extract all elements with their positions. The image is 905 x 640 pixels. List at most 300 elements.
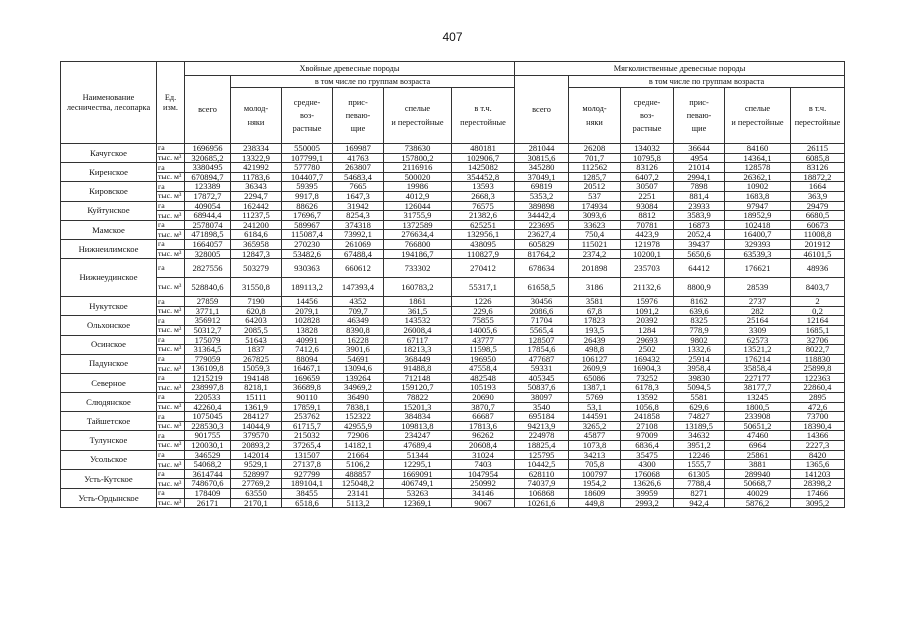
- value-cell: 34213: [569, 450, 621, 460]
- value-cell: 2993,2: [621, 498, 674, 508]
- value-cell: 477687: [515, 354, 569, 364]
- table-row: [61, 498, 845, 508]
- forestry-name: Усть-Кутское: [61, 469, 157, 488]
- unit-cell: тыс. м³: [157, 421, 185, 431]
- value-cell: 5565,4: [515, 325, 569, 335]
- value-cell: 705,8: [569, 460, 621, 470]
- table-row: [61, 421, 845, 431]
- value-cell: 3186: [569, 278, 621, 297]
- value-cell: 39959: [621, 489, 674, 499]
- value-cell: 20893,2: [231, 441, 282, 451]
- value-cell: 42260,4: [185, 402, 231, 412]
- value-cell: 261069: [333, 239, 384, 249]
- value-cell: 25914: [674, 354, 725, 364]
- value-cell: 480181: [452, 144, 515, 154]
- forestry-name: Усольское: [61, 450, 157, 469]
- value-cell: 125048,2: [333, 479, 384, 489]
- value-cell: 39437: [674, 239, 725, 249]
- value-cell: 17823: [569, 316, 621, 326]
- value-cell: 2895: [791, 393, 845, 403]
- value-cell: 13521,2: [725, 345, 791, 355]
- table-row: [61, 182, 845, 192]
- value-cell: 1332,6: [674, 345, 725, 355]
- value-cell: 50651,2: [725, 421, 791, 431]
- value-cell: 1365,6: [791, 460, 845, 470]
- value-cell: 68944,4: [185, 211, 231, 221]
- value-cell: 223695: [515, 220, 569, 230]
- value-cell: 449,8: [569, 498, 621, 508]
- value-cell: 1387,1: [569, 383, 621, 393]
- value-cell: 73700: [791, 412, 845, 422]
- value-cell: 88626: [282, 201, 333, 211]
- value-cell: 748670,6: [185, 479, 231, 489]
- value-cell: 660612: [333, 259, 384, 278]
- forestry-name: Киренское: [61, 163, 157, 182]
- table-row: [61, 191, 845, 201]
- value-cell: 472,6: [791, 402, 845, 412]
- value-cell: 10261,6: [515, 498, 569, 508]
- value-cell: 196950: [452, 354, 515, 364]
- value-cell: 13828: [282, 325, 333, 335]
- unit-cell: тыс. м³: [157, 153, 185, 163]
- value-cell: 5113,2: [333, 498, 384, 508]
- value-cell: 118830: [791, 354, 845, 364]
- value-cell: 63539,3: [725, 249, 791, 259]
- value-cell: 13094,6: [333, 364, 384, 374]
- value-cell: 189113,2: [282, 278, 333, 297]
- value-cell: 2294,7: [231, 191, 282, 201]
- value-cell: 106127: [569, 354, 621, 364]
- value-cell: 122363: [791, 373, 845, 383]
- value-cell: 2578074: [185, 220, 231, 230]
- value-cell: 37049,1: [515, 172, 569, 182]
- value-cell: 329393: [725, 239, 791, 249]
- value-cell: 31364,5: [185, 345, 231, 355]
- forestry-name: Куйтунское: [61, 201, 157, 220]
- unit-cell: тыс. м³: [157, 230, 185, 240]
- value-cell: 143532: [384, 316, 452, 326]
- value-cell: 629,6: [674, 402, 725, 412]
- unit-cell: га: [157, 335, 185, 345]
- value-cell: 3958,4: [674, 364, 725, 374]
- unit-cell: га: [157, 316, 185, 326]
- value-cell: 26208: [569, 144, 621, 154]
- value-cell: 64203: [231, 316, 282, 326]
- unit-cell: тыс. м³: [157, 364, 185, 374]
- value-cell: 34146: [452, 489, 515, 499]
- value-cell: 1056,8: [621, 402, 674, 412]
- value-cell: 8420: [791, 450, 845, 460]
- value-cell: 5106,2: [333, 460, 384, 470]
- value-cell: 27769,2: [231, 479, 282, 489]
- header-conifer: Хвойные древесные породы: [185, 62, 515, 76]
- value-cell: 141203: [791, 469, 845, 479]
- value-cell: 8162: [674, 297, 725, 307]
- value-cell: 132956,1: [452, 230, 515, 240]
- value-cell: 320685,2: [185, 153, 231, 163]
- value-cell: 1425082: [452, 163, 515, 173]
- table-row: [61, 325, 845, 335]
- value-cell: 528840,6: [185, 278, 231, 297]
- value-cell: 1800,5: [725, 402, 791, 412]
- value-cell: 289940: [725, 469, 791, 479]
- value-cell: 18872,2: [791, 172, 845, 182]
- value-cell: 30815,6: [515, 153, 569, 163]
- value-cell: 500020: [384, 172, 452, 182]
- unit-cell: га: [157, 220, 185, 230]
- value-cell: 31024: [452, 450, 515, 460]
- value-cell: 365958: [231, 239, 282, 249]
- value-cell: 55317,1: [452, 278, 515, 297]
- value-cell: 2085,5: [231, 325, 282, 335]
- value-cell: 74827: [674, 412, 725, 422]
- value-cell: 354452,8: [452, 172, 515, 182]
- table-row: [61, 354, 845, 364]
- unit-cell: тыс. м³: [157, 345, 185, 355]
- value-cell: 12847,3: [231, 249, 282, 259]
- header-unit: Ед. изм.: [157, 62, 185, 144]
- value-cell: 70781: [621, 220, 674, 230]
- header-conifer-middle: средне- воз- растные: [282, 88, 333, 144]
- value-cell: 67117: [384, 335, 452, 345]
- value-cell: 8403,7: [791, 278, 845, 297]
- value-cell: 550005: [282, 144, 333, 154]
- value-cell: 229,6: [452, 306, 515, 316]
- value-cell: 174934: [569, 201, 621, 211]
- value-cell: 1215219: [185, 373, 231, 383]
- value-cell: 157800,2: [384, 153, 452, 163]
- value-cell: 281044: [515, 144, 569, 154]
- value-cell: 126044: [384, 201, 452, 211]
- unit-cell: га: [157, 450, 185, 460]
- table-row: [61, 278, 845, 297]
- value-cell: 11783,6: [231, 172, 282, 182]
- value-cell: 176621: [725, 259, 791, 278]
- header-conifer-young: молод- няки: [231, 88, 282, 144]
- forestry-name: Мамское: [61, 220, 157, 239]
- value-cell: 20392: [621, 316, 674, 326]
- value-cell: 250992: [452, 479, 515, 489]
- value-cell: 121978: [621, 239, 674, 249]
- value-cell: 15201,3: [384, 402, 452, 412]
- unit-cell: тыс. м³: [157, 278, 185, 297]
- value-cell: 131507: [282, 450, 333, 460]
- value-cell: 12295,1: [384, 460, 452, 470]
- header-conifer-mature: спелые и перестойные: [384, 88, 452, 144]
- value-cell: 2827556: [185, 259, 231, 278]
- value-cell: 23627,4: [515, 230, 569, 240]
- value-cell: 54683,4: [333, 172, 384, 182]
- value-cell: 2052,4: [674, 230, 725, 240]
- value-cell: 14182,1: [333, 441, 384, 451]
- value-cell: 53,1: [569, 402, 621, 412]
- value-cell: 18213,3: [384, 345, 452, 355]
- unit-cell: тыс. м³: [157, 402, 185, 412]
- value-cell: 14044,9: [231, 421, 282, 431]
- value-cell: 709,7: [333, 306, 384, 316]
- value-cell: 29693: [621, 335, 674, 345]
- table-row: [61, 163, 845, 173]
- value-cell: 23933: [674, 201, 725, 211]
- forestry-name: Северное: [61, 373, 157, 392]
- value-cell: 110827,9: [452, 249, 515, 259]
- value-cell: 701,7: [569, 153, 621, 163]
- value-cell: 193,5: [569, 325, 621, 335]
- value-cell: 18952,9: [725, 211, 791, 221]
- unit-cell: тыс. м³: [157, 306, 185, 316]
- value-cell: 16873: [674, 220, 725, 230]
- table-row: [61, 144, 845, 154]
- unit-cell: га: [157, 393, 185, 403]
- value-cell: 284127: [231, 412, 282, 422]
- value-cell: 384834: [384, 412, 452, 422]
- value-cell: 438095: [452, 239, 515, 249]
- value-cell: 16467,1: [282, 364, 333, 374]
- value-cell: 241858: [621, 412, 674, 422]
- value-cell: 18825,4: [515, 441, 569, 451]
- value-cell: 14005,6: [452, 325, 515, 335]
- value-cell: 220533: [185, 393, 231, 403]
- value-cell: 389898: [515, 201, 569, 211]
- table-row: [61, 259, 845, 278]
- value-cell: 263807: [333, 163, 384, 173]
- value-cell: 528997: [231, 469, 282, 479]
- value-cell: 8218,1: [231, 383, 282, 393]
- value-cell: 6680,5: [791, 211, 845, 221]
- value-cell: 33623: [569, 220, 621, 230]
- value-cell: 13592: [621, 393, 674, 403]
- value-cell: 1091,2: [621, 306, 674, 316]
- value-cell: 8390,8: [333, 325, 384, 335]
- value-cell: 29479: [791, 201, 845, 211]
- value-cell: 7665: [333, 182, 384, 192]
- value-cell: 14364,1: [725, 153, 791, 163]
- value-cell: 577780: [282, 163, 333, 173]
- value-cell: 779059: [185, 354, 231, 364]
- value-cell: 8254,3: [333, 211, 384, 221]
- value-cell: 1669091: [384, 469, 452, 479]
- value-cell: 25861: [725, 450, 791, 460]
- value-cell: 13245: [725, 393, 791, 403]
- unit-cell: га: [157, 201, 185, 211]
- value-cell: 34632: [674, 431, 725, 441]
- unit-cell: га: [157, 297, 185, 307]
- unit-cell: тыс. м³: [157, 498, 185, 508]
- value-cell: 10442,5: [515, 460, 569, 470]
- value-cell: 84160: [725, 144, 791, 154]
- value-cell: 3583,9: [674, 211, 725, 221]
- value-cell: 5769: [569, 393, 621, 403]
- value-cell: 4352: [333, 297, 384, 307]
- value-cell: 53482,6: [282, 249, 333, 259]
- table-row: [61, 450, 845, 460]
- value-cell: 379570: [231, 431, 282, 441]
- value-cell: 36490: [333, 393, 384, 403]
- value-cell: 930363: [282, 259, 333, 278]
- value-cell: 23141: [333, 489, 384, 499]
- value-cell: 54691: [333, 354, 384, 364]
- value-cell: 8812: [621, 211, 674, 221]
- value-cell: 128507: [515, 335, 569, 345]
- forestry-name: Нижнеилимское: [61, 239, 157, 258]
- value-cell: 39830: [674, 373, 725, 383]
- value-cell: 733302: [384, 259, 452, 278]
- value-cell: 54068,2: [185, 460, 231, 470]
- value-cell: 144591: [569, 412, 621, 422]
- unit-cell: тыс. м³: [157, 249, 185, 259]
- value-cell: 1683,8: [725, 191, 791, 201]
- value-cell: 228530,3: [185, 421, 231, 431]
- value-cell: 927799: [282, 469, 333, 479]
- table-row: [61, 306, 845, 316]
- value-cell: 109813,8: [384, 421, 452, 431]
- value-cell: 2668,3: [452, 191, 515, 201]
- value-cell: 134032: [621, 144, 674, 154]
- value-cell: 1555,7: [674, 460, 725, 470]
- value-cell: 46349: [333, 316, 384, 326]
- value-cell: 73992,1: [333, 230, 384, 240]
- value-cell: 20512: [569, 182, 621, 192]
- unit-cell: га: [157, 412, 185, 422]
- value-cell: 3265,2: [569, 421, 621, 431]
- table-row: [61, 489, 845, 499]
- value-cell: 152322: [333, 412, 384, 422]
- value-cell: 4423,9: [621, 230, 674, 240]
- value-cell: 6178,3: [621, 383, 674, 393]
- value-cell: 2079,1: [282, 306, 333, 316]
- value-cell: 102906,7: [452, 153, 515, 163]
- value-cell: 26439: [569, 335, 621, 345]
- value-cell: 17872,7: [185, 191, 231, 201]
- value-cell: 241200: [231, 220, 282, 230]
- table-row: [61, 431, 845, 441]
- value-cell: 17859,1: [282, 402, 333, 412]
- value-cell: 26171: [185, 498, 231, 508]
- value-cell: 12369,1: [384, 498, 452, 508]
- value-cell: 750,4: [569, 230, 621, 240]
- value-cell: 738630: [384, 144, 452, 154]
- value-cell: 6518,6: [282, 498, 333, 508]
- value-cell: 105193: [452, 383, 515, 393]
- header-conifer-premature: прис- певаю- щие: [333, 88, 384, 144]
- table-row: [61, 393, 845, 403]
- value-cell: 2086,6: [515, 306, 569, 316]
- value-cell: 45877: [569, 431, 621, 441]
- value-cell: 11237,5: [231, 211, 282, 221]
- value-cell: 1226: [452, 297, 515, 307]
- value-cell: 1285,7: [569, 172, 621, 182]
- value-cell: 36644: [674, 144, 725, 154]
- value-cell: 72906: [333, 431, 384, 441]
- value-cell: 175079: [185, 335, 231, 345]
- header-deciduous-age: в том числе по группам возраста: [569, 76, 845, 88]
- value-cell: 34969,2: [333, 383, 384, 393]
- value-cell: 7788,4: [674, 479, 725, 489]
- value-cell: 59331: [515, 364, 569, 374]
- value-cell: 16400,7: [725, 230, 791, 240]
- value-cell: 4300: [621, 460, 674, 470]
- value-cell: 2251: [621, 191, 674, 201]
- value-cell: 766800: [384, 239, 452, 249]
- value-cell: 97009: [621, 431, 674, 441]
- value-cell: 10795,8: [621, 153, 674, 163]
- value-cell: 27137,8: [282, 460, 333, 470]
- value-cell: 96262: [452, 431, 515, 441]
- value-cell: 18609: [569, 489, 621, 499]
- value-cell: 2227,3: [791, 441, 845, 451]
- value-cell: 5353,2: [515, 191, 569, 201]
- value-cell: 2609,9: [569, 364, 621, 374]
- value-cell: 942,4: [674, 498, 725, 508]
- value-cell: 201912: [791, 239, 845, 249]
- value-cell: 901755: [185, 431, 231, 441]
- value-cell: 17854,6: [515, 345, 569, 355]
- value-cell: 605829: [515, 239, 569, 249]
- value-cell: 1047954: [452, 469, 515, 479]
- value-cell: 169659: [282, 373, 333, 383]
- value-cell: 25164: [725, 316, 791, 326]
- value-cell: 13593: [452, 182, 515, 192]
- value-cell: 35475: [621, 450, 674, 460]
- value-cell: 28398,2: [791, 479, 845, 489]
- value-cell: 1954,2: [569, 479, 621, 489]
- value-cell: 73252: [621, 373, 674, 383]
- header-name: Наименование лесничества, лесопарка: [61, 62, 157, 144]
- value-cell: 1664: [791, 182, 845, 192]
- value-cell: 169432: [621, 354, 674, 364]
- value-cell: 90110: [282, 393, 333, 403]
- value-cell: 3540: [515, 402, 569, 412]
- unit-cell: га: [157, 163, 185, 173]
- value-cell: 12246: [674, 450, 725, 460]
- forestry-name: Качугское: [61, 144, 157, 163]
- table-row: [61, 460, 845, 470]
- value-cell: 91488,8: [384, 364, 452, 374]
- value-cell: 227177: [725, 373, 791, 383]
- value-cell: 104407,7: [282, 172, 333, 182]
- value-cell: 142014: [231, 450, 282, 460]
- value-cell: 21382,6: [452, 211, 515, 221]
- value-cell: 639,6: [674, 306, 725, 316]
- value-cell: 102828: [282, 316, 333, 326]
- value-cell: 625251: [452, 220, 515, 230]
- value-cell: 6085,8: [791, 153, 845, 163]
- value-cell: 38455: [282, 489, 333, 499]
- value-cell: 65086: [569, 373, 621, 383]
- value-cell: 112562: [569, 163, 621, 173]
- header-conifer-incl-over: в т.ч. перестойные: [452, 88, 515, 144]
- value-cell: 1073,8: [569, 441, 621, 451]
- value-cell: 50668,7: [725, 479, 791, 489]
- forestry-name: Нукутское: [61, 297, 157, 316]
- value-cell: 47689,4: [384, 441, 452, 451]
- value-cell: 2994,1: [674, 172, 725, 182]
- value-cell: 409054: [185, 201, 231, 211]
- value-cell: 18390,4: [791, 421, 845, 431]
- forestry-name: Слюдянское: [61, 393, 157, 412]
- header-deciduous-middle: средне- воз- растные: [621, 88, 674, 144]
- value-cell: 26008,4: [384, 325, 452, 335]
- table-row: [61, 441, 845, 451]
- value-cell: 235703: [621, 259, 674, 278]
- page-number: 407: [442, 30, 463, 44]
- value-cell: 503279: [231, 259, 282, 278]
- value-cell: 176068: [621, 469, 674, 479]
- unit-cell: га: [157, 239, 185, 249]
- value-cell: 22860,4: [791, 383, 845, 393]
- value-cell: 128578: [725, 163, 791, 173]
- value-cell: 7898: [674, 182, 725, 192]
